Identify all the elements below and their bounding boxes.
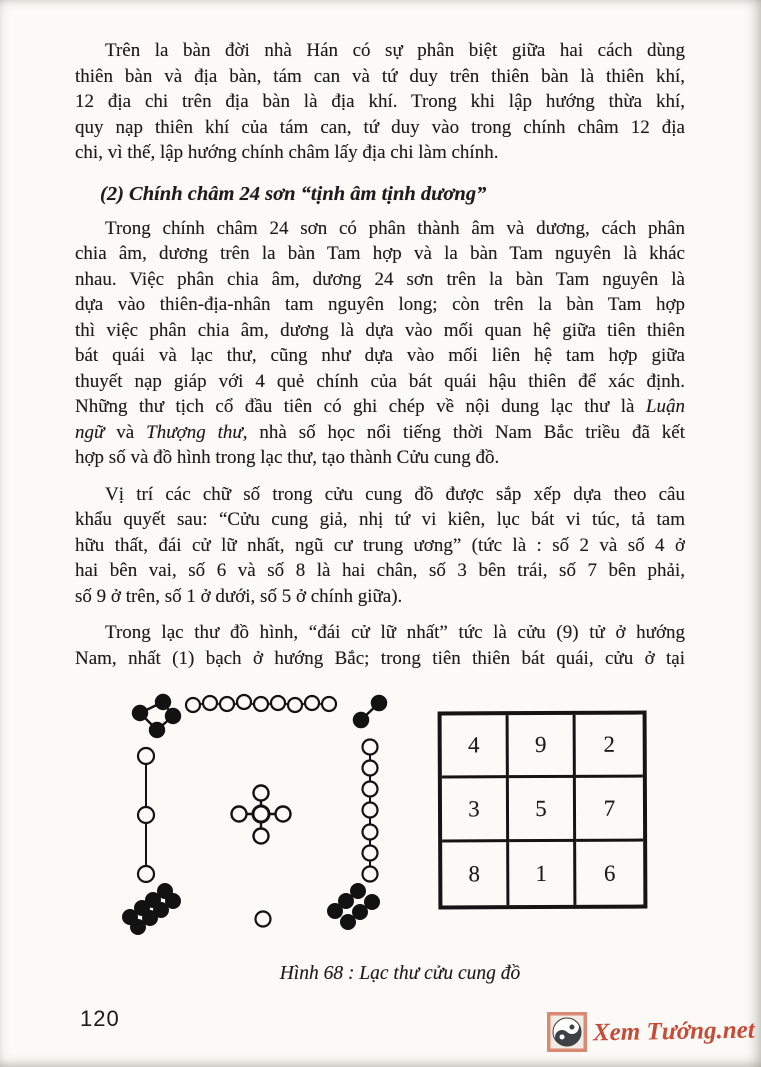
watermark-text: Xem Tướng.net bbox=[593, 1016, 756, 1047]
text-line: quy nạp thiên khí của tám can, tứ duy vào trong chính châm 12 địa bbox=[75, 116, 685, 138]
grid-cell: 3 bbox=[442, 778, 509, 842]
paragraph-2 bbox=[75, 216, 685, 471]
text-line: Trong lạc thư đồ hình, “đái cử lữ nhất” tức là cửu (9) tử ở hướng bbox=[105, 622, 685, 643]
text-line: khẩu quyết sau: “Cửu cung giả, nhị tứ vi kiên, lục bát vi túc, tả tam bbox=[75, 509, 685, 530]
figure-caption: Hình 68 : Lạc thư cửu cung đồ bbox=[279, 963, 521, 984]
text-line: thuyết nạp giáp với 4 quẻ chính của bát quái hậu thiên để xác định. bbox=[75, 370, 685, 392]
yin-yang-icon bbox=[547, 1012, 587, 1052]
text-line: hai bên vai, số 6 và số 8 là hai chân, số 3 bên trái, số 7 bên phải, bbox=[75, 560, 685, 581]
grid-cell: 9 bbox=[509, 715, 576, 779]
paragraph-1 bbox=[75, 38, 685, 166]
text-line: hữu thất, đái cử lữ nhất, ngũ cư trung ương” (tức là : số 2 và số 4 ở bbox=[75, 534, 685, 556]
loshu-dots-3 bbox=[138, 748, 154, 882]
grid-cell: 1 bbox=[509, 842, 576, 906]
text-line: số 9 ở trên, số 1 ở dưới, số 5 ở chính giữa). bbox=[75, 585, 403, 607]
text-line: Vị trí các chữ số trong cửu cung đồ được sắp xếp dựa theo câu bbox=[105, 483, 685, 505]
loshu-dots-5 bbox=[232, 786, 291, 844]
paragraph-4 bbox=[75, 620, 685, 671]
text-line: dựa vào thiên-địa-nhân tam nguyên long; còn trên la bàn Tam hợp bbox=[75, 294, 685, 315]
text-line: thiên bàn và địa bàn, tám can và tứ duy trên thiên bàn là thiên khí, bbox=[75, 65, 685, 87]
loshu-dots-4 bbox=[133, 695, 180, 737]
watermark bbox=[547, 1012, 755, 1052]
loshu-dots-1 bbox=[256, 912, 271, 927]
text-line: Trên la bàn đời nhà Hán có sự phân biệt giữa hai cách dùng bbox=[105, 40, 685, 61]
grid-cell: 5 bbox=[509, 778, 576, 842]
lo-shu-figure bbox=[75, 687, 685, 949]
text-line: Những thư tịch cổ đầu tiên có ghi chép về nội dung lạc thư là Luận bbox=[75, 396, 685, 417]
grid-cell: 4 bbox=[442, 715, 509, 779]
text-line: thì việc phân chia âm, dương là dựa vào mối quan hệ giữa tiên thiên bbox=[75, 319, 685, 341]
nine-palace-grid bbox=[438, 711, 648, 910]
grid-cell: 6 bbox=[603, 860, 616, 886]
paragraph-3 bbox=[75, 482, 685, 610]
text-line: nhau. Việc phân chia âm, dương 24 sơn trên la bàn Tam nguyên là bbox=[75, 268, 685, 290]
lo-shu-dot-diagram bbox=[105, 687, 390, 949]
text-block bbox=[75, 38, 685, 987]
loshu-dots-7 bbox=[363, 740, 378, 882]
text-line: chia âm, dương trên la bàn Tam hợp và la bàn Tam nguyên là khác bbox=[75, 243, 685, 264]
text-line: bát quái và lạc thư, cũng như dựa vào mối liên hệ tam hợp giữa bbox=[75, 345, 685, 366]
loshu-dots-9 bbox=[186, 695, 336, 712]
text-line: Trong chính châm 24 sơn có phân thành âm và dương, cách phân bbox=[105, 217, 685, 239]
text-line: chi, vì thế, lập hướng chính châm lấy địa chi làm chính. bbox=[75, 142, 499, 163]
loshu-dots-6 bbox=[328, 884, 379, 929]
page-number: 120 bbox=[80, 1006, 120, 1031]
grid-cell: 7 bbox=[576, 778, 643, 842]
text-line: hợp số và đồ hình trong lạc thư, tạo thành Cửu cung đồ. bbox=[75, 447, 500, 468]
loshu-dots-8 bbox=[123, 884, 180, 934]
text-line: 12 địa chi trên địa bàn là địa khí. Trong khi lập hướng thừa khí, bbox=[75, 91, 685, 112]
text-line: Nam, nhất (1) bạch ở hướng Bắc; trong tiên thiên bát quái, cửu ở tại bbox=[75, 647, 685, 669]
grid-cell: 2 bbox=[576, 715, 643, 779]
section-heading: (2) Chính châm 24 sơn “tịnh âm tịnh dương” bbox=[100, 182, 487, 205]
grid-cell: 8 bbox=[442, 842, 509, 906]
loshu-dots-2 bbox=[354, 696, 386, 727]
text-line: ngữ và Thượng thư, nhà số học nổi tiếng thời Nam Bắc triều đã kết bbox=[75, 421, 685, 443]
